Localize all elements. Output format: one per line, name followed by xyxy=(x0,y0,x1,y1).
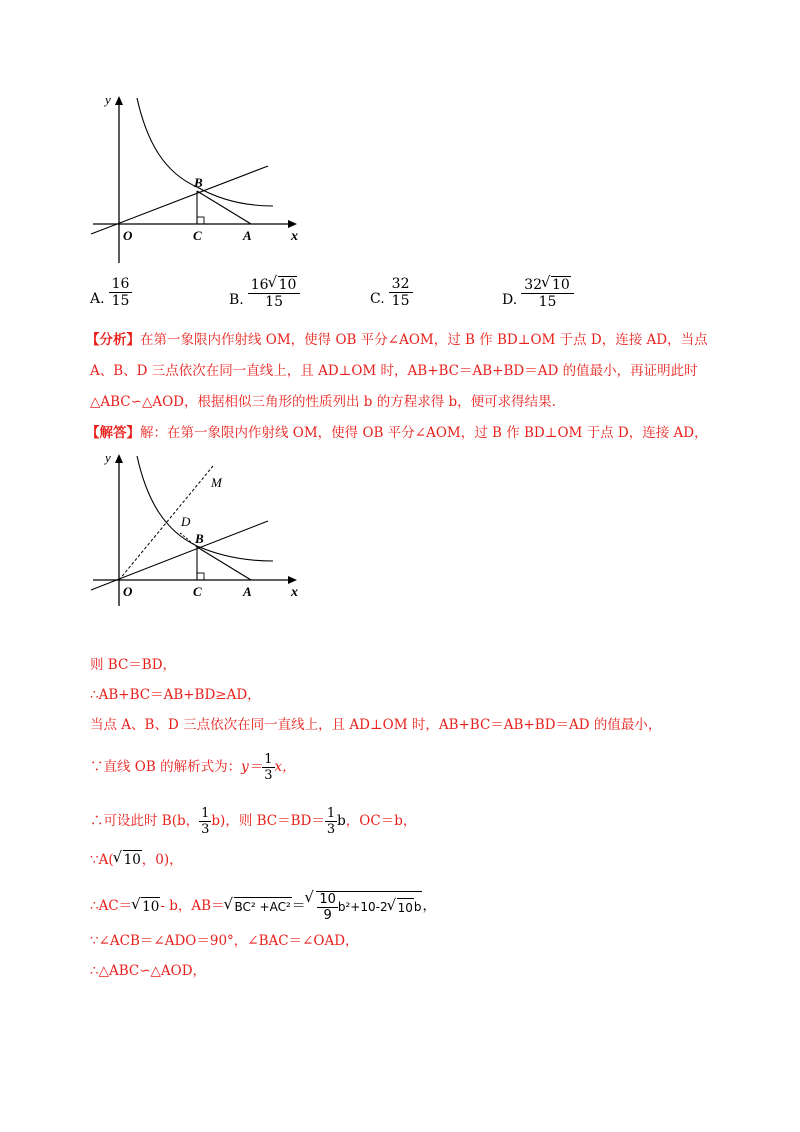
option-d-radicand: 10 xyxy=(552,277,570,293)
right-angle-mark xyxy=(197,217,204,224)
step-7-big-radicand xyxy=(316,891,422,923)
option-c-label: C. xyxy=(370,291,385,307)
step-7-fraction xyxy=(317,892,338,923)
y-label: y xyxy=(105,450,111,465)
solution-line-1 xyxy=(86,424,708,442)
y-axis-arrow-icon xyxy=(115,454,123,463)
option-d-den: 15 xyxy=(538,294,557,310)
option-b-label: B. xyxy=(229,292,244,308)
step-4-y: y＝ xyxy=(241,759,263,775)
right-angle-mark xyxy=(197,573,204,580)
x-label: x xyxy=(291,229,298,244)
option-b[interactable] xyxy=(229,276,300,310)
solution-text-1: 解：在第一象限内作射线 OM，使得 OB 平分∠AOM，过 B 作 BD⊥OM 于点 D，连接 AD， xyxy=(140,425,708,441)
option-d-num-coef: 32 xyxy=(524,277,543,293)
solution-step-6 xyxy=(90,850,183,869)
label-c: C xyxy=(193,228,202,243)
step-4-fraction xyxy=(262,752,274,783)
analysis-tag: 【分析】 xyxy=(86,332,140,348)
step-6-text-b: ，0)， xyxy=(141,851,183,868)
x-axis-arrow-icon xyxy=(288,576,297,584)
step-7-text-a: ∴AC＝ xyxy=(90,898,133,914)
sqrt-icon xyxy=(114,850,142,869)
step-6-text-a: ∵A( xyxy=(90,851,114,868)
sqrt-icon xyxy=(388,898,414,917)
option-b-num xyxy=(248,276,301,294)
sqrt-icon xyxy=(542,276,571,293)
analysis-line-1 xyxy=(86,331,708,349)
label-m: M xyxy=(211,475,222,490)
option-c[interactable] xyxy=(370,276,413,309)
step-7-den: 9 xyxy=(323,907,332,923)
solution-step-8: ∵∠ACB＝∠ADO＝90°，∠BAC＝∠OAD， xyxy=(90,933,359,949)
sqrt-icon xyxy=(225,897,292,916)
solution-step-3: 当点 A、B、D 三点依次在同一直线上，且 AD⊥OM 时，AB+BC＝AB+BD＝AD 的值最小， xyxy=(90,717,662,733)
figure-1 xyxy=(85,88,310,268)
step-5-den-a: 3 xyxy=(201,821,210,837)
option-b-radicand: 10 xyxy=(278,277,297,293)
solution-step-2: ∴AB+BC＝AB+BD≥AD， xyxy=(90,687,261,703)
option-d[interactable] xyxy=(502,276,574,310)
label-o: O xyxy=(123,228,133,243)
step-7-tail: b²+10-2 xyxy=(337,900,388,914)
step-7-radicand-b: BC² +AC² xyxy=(234,897,292,916)
solution-step-9: ∴△ABC∽△AOD， xyxy=(90,963,207,979)
option-a-num: 16 xyxy=(109,276,133,293)
solution-step-1: 则 BC＝BD， xyxy=(90,657,177,673)
analysis-line-3: △ABC∽△AOD，根据相似三角形的性质列出 b 的方程求得 b，便可求得结果. xyxy=(90,394,556,410)
step-7-b: b xyxy=(413,900,422,914)
step-5-text-a: ∴可设此时 B(b， xyxy=(90,813,200,829)
step-5-b: b xyxy=(337,813,346,829)
line-ba xyxy=(197,547,251,580)
step-7-end: ， xyxy=(422,898,436,914)
step-6-radicand: 10 xyxy=(123,852,141,868)
option-d-label: D. xyxy=(502,292,518,308)
label-c: C xyxy=(193,584,202,599)
line-ba xyxy=(197,191,251,224)
option-c-fraction xyxy=(389,276,413,309)
option-c-den: 15 xyxy=(391,293,410,309)
step-5-num-a: 1 xyxy=(201,805,210,821)
step-4-text: ∵直线 OB 的解析式为： xyxy=(90,759,242,775)
step-4-num: 1 xyxy=(264,751,273,767)
option-b-num-coef: 16 xyxy=(250,277,269,293)
sqrt-icon xyxy=(305,890,422,923)
option-a[interactable] xyxy=(90,276,132,309)
label-a: A xyxy=(243,584,252,599)
sqrt-icon xyxy=(132,897,160,916)
step-5-fraction-b xyxy=(325,806,337,837)
solution-tag: 【解答】 xyxy=(86,425,140,441)
analysis-text-1: 在第一象限内作射线 OM，使得 OB 平分∠AOM，过 B 作 BD⊥OM 于点 D，连接 AD，当点 xyxy=(140,332,708,348)
label-o: O xyxy=(123,584,133,599)
y-axis-arrow-icon xyxy=(115,96,123,105)
solution-step-7 xyxy=(90,884,436,928)
option-b-den: 15 xyxy=(265,294,283,310)
step-7-eq: ＝ xyxy=(291,898,306,914)
solution-step-5 xyxy=(90,800,416,842)
step-7-num: √ 10 xyxy=(319,891,336,907)
figure-2 xyxy=(85,446,310,611)
label-b: B xyxy=(194,175,203,190)
y-label: y xyxy=(105,92,111,107)
label-a: A xyxy=(243,228,252,243)
step-4-x: x， xyxy=(274,759,296,775)
option-a-fraction xyxy=(109,276,133,309)
step-5-num-b: 1 xyxy=(326,805,336,821)
option-d-fraction xyxy=(521,276,574,310)
solution-step-4 xyxy=(90,746,296,788)
step-5-text-c: ，OC＝b， xyxy=(345,813,417,829)
step-5-den-b: 3 xyxy=(326,821,336,837)
step-4-den: 3 xyxy=(264,767,273,783)
step-5-text-b: b)，则 BC＝BD＝ xyxy=(211,813,325,829)
x-label: x xyxy=(291,585,298,600)
step-7-radicand-c: 10 xyxy=(397,898,414,917)
analysis-line-2: A、B、D 三点依次在同一直线上，且 AD⊥OM 时，AB+BC＝AB+BD＝AD 的值最小，再证明此时 xyxy=(90,363,698,379)
step-7-radicand-a: 10 xyxy=(142,898,160,915)
option-d-num xyxy=(521,276,574,294)
label-d: D xyxy=(181,514,191,529)
option-a-den: 15 xyxy=(111,293,130,309)
step-5-fraction-a xyxy=(199,806,211,837)
ray-om xyxy=(119,466,213,580)
label-b: B xyxy=(195,531,204,546)
x-axis-arrow-icon xyxy=(288,220,297,228)
option-b-fraction xyxy=(248,276,301,310)
option-a-label: A. xyxy=(90,291,105,307)
sqrt-icon xyxy=(269,276,298,293)
step-7-text-b: - b，AB＝ xyxy=(160,898,225,914)
option-c-num: 32 xyxy=(389,276,413,293)
